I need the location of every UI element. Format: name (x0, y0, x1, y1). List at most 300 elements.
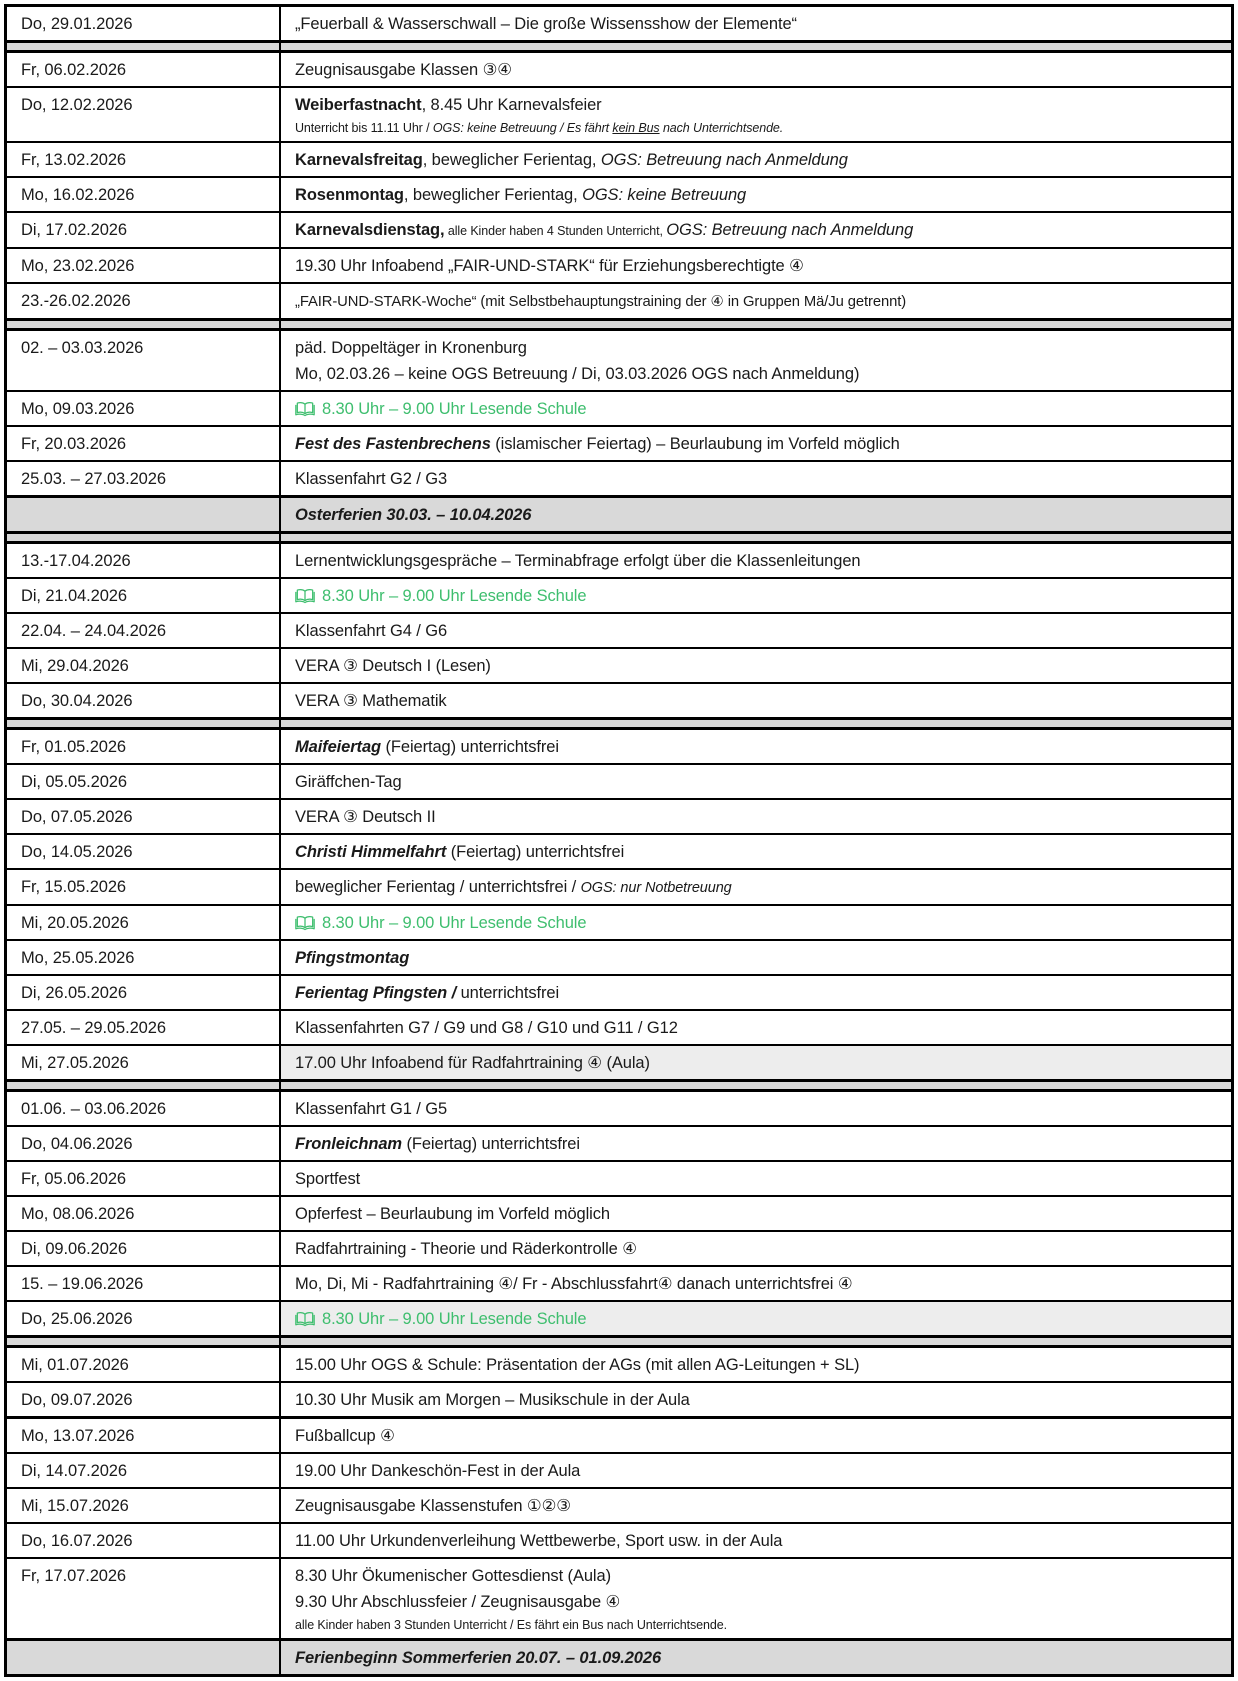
event-cell (280, 1418, 1233, 1454)
text-run: alle Kinder haben 3 Stunden Unterricht / Es fährt ein Bus nach Unterrichtsende. (295, 1617, 727, 1632)
event-cell (280, 905, 1233, 940)
event-line (295, 431, 1221, 457)
event-cell (280, 391, 1233, 426)
event-cell (280, 764, 1233, 799)
event-line (295, 1615, 1221, 1635)
date-cell (6, 1453, 281, 1488)
date-text: 01.06. – 03.06.2026 (21, 1099, 166, 1118)
date-cell (6, 905, 281, 940)
table-row (6, 6, 1233, 42)
text-run: unterrichtsfrei (460, 983, 560, 1002)
date-text: Fr, 13.02.2026 (21, 150, 127, 169)
text-run: 11.00 Uhr Urkundenverleihung Wettbewerbe, Sport usw. in der Aula (295, 1531, 783, 1550)
text-run: 17.00 Uhr Infoabend für Radfahrtraining ④ (Aula) (295, 1053, 650, 1072)
date-cell (6, 497, 281, 533)
table-row (6, 391, 1233, 426)
date-text: Di, 05.05.2026 (21, 772, 127, 791)
table-row (6, 1196, 1233, 1231)
table-row (6, 543, 1233, 579)
date-cell (6, 578, 281, 613)
text-run: Ferientag Pfingsten / (295, 983, 461, 1002)
event-cell (280, 212, 1233, 248)
text-run: Karnevalsdienstag, (295, 220, 445, 239)
event-line (295, 361, 1221, 387)
table-row (6, 1126, 1233, 1161)
event-cell (280, 834, 1233, 869)
date-text: Do, 25.06.2026 (21, 1309, 133, 1328)
table-row (6, 1453, 1233, 1488)
date-cell (6, 729, 281, 765)
date-text: Di, 21.04.2026 (21, 586, 127, 605)
event-line (295, 1236, 1221, 1262)
date-text: 02. – 03.03.2026 (21, 338, 144, 357)
text-run: (Feiertag) unterrichtsfrei (381, 737, 559, 756)
event-line (295, 1352, 1221, 1378)
event-cell (280, 869, 1233, 905)
text-run: 9.30 Uhr Abschlussfeier / Zeugnisausgabe ④ (295, 1592, 621, 1611)
event-line (295, 980, 1221, 1006)
date-cell (6, 543, 281, 579)
event-line (295, 57, 1221, 83)
table-row (6, 1347, 1233, 1383)
table-row (6, 869, 1233, 905)
separator-cell (6, 42, 281, 52)
text-run: Sportfest (295, 1169, 361, 1188)
date-cell (6, 648, 281, 683)
event-line (295, 1131, 1221, 1157)
date-cell (6, 764, 281, 799)
event-cell (280, 1045, 1233, 1081)
separator-cell (280, 533, 1233, 543)
date-text: 15. – 19.06.2026 (21, 1274, 144, 1293)
event-line (295, 583, 1221, 609)
separator-band (6, 1337, 1233, 1347)
date-text: Mo, 08.06.2026 (21, 1204, 135, 1223)
date-cell (6, 1045, 281, 1081)
table-row (6, 248, 1233, 283)
event-cell (280, 1091, 1233, 1127)
date-cell (6, 52, 281, 88)
table-row (6, 283, 1233, 320)
date-cell (6, 1161, 281, 1196)
date-cell (6, 1010, 281, 1045)
date-text: Di, 17.02.2026 (21, 220, 127, 239)
table-row (6, 142, 1233, 177)
event-line (295, 118, 1221, 138)
event-line (295, 1050, 1221, 1076)
table-row (6, 834, 1233, 869)
date-cell (6, 1301, 281, 1337)
event-cell (280, 461, 1233, 497)
event-cell (280, 1488, 1233, 1523)
event-line (295, 839, 1221, 865)
text-run: Klassenfahrt G4 / G6 (295, 621, 448, 640)
separator-cell (280, 320, 1233, 330)
text-run: beweglicher Ferientag / unterrichtsfrei / (295, 877, 581, 896)
event-line (295, 1493, 1221, 1519)
event-line (295, 1096, 1221, 1122)
event-line (295, 1201, 1221, 1227)
event-cell (280, 1347, 1233, 1383)
date-text: Mi, 29.04.2026 (21, 656, 129, 675)
event-cell (280, 426, 1233, 461)
text-run: , beweglicher Ferientag, (403, 185, 583, 204)
date-cell (6, 1523, 281, 1558)
separator-cell (6, 719, 281, 729)
date-text: Di, 09.06.2026 (21, 1239, 127, 1258)
date-text: Mi, 15.07.2026 (21, 1496, 129, 1515)
separator-cell (280, 1081, 1233, 1091)
date-text: Mi, 20.05.2026 (21, 913, 129, 932)
date-cell (6, 799, 281, 834)
event-line (295, 874, 1221, 901)
holiday-row (6, 1640, 1233, 1676)
table-row (6, 648, 1233, 683)
event-cell (280, 52, 1233, 88)
table-row (6, 177, 1233, 212)
event-cell (280, 578, 1233, 613)
table-row (6, 1010, 1233, 1045)
date-text: Do, 04.06.2026 (21, 1134, 133, 1153)
text-run: Opferfest – Beurlaubung im Vorfeld möglich (295, 1204, 610, 1223)
date-cell (6, 1558, 281, 1640)
table-row (6, 52, 1233, 88)
table-row (6, 1488, 1233, 1523)
event-cell (280, 248, 1233, 283)
event-line (295, 1458, 1221, 1484)
event-cell (280, 142, 1233, 177)
text-run: Maifeiertag (295, 737, 382, 756)
date-text: Fr, 05.06.2026 (21, 1169, 127, 1188)
text-run: 19.30 Uhr Infoabend „FAIR-UND-STARK“ für Erziehungsberechtigte ④ (295, 256, 804, 275)
text-run: OGS: keine Betreuung (582, 185, 747, 204)
event-cell (280, 497, 1233, 533)
event-line (295, 1528, 1221, 1554)
date-text: Di, 14.07.2026 (21, 1461, 127, 1480)
text-run: Rosenmontag (295, 185, 404, 204)
text-run: Klassenfahrt G1 / G5 (295, 1099, 448, 1118)
event-line (295, 1166, 1221, 1192)
event-line (295, 804, 1221, 830)
event-line (295, 1306, 1221, 1332)
table-row (6, 975, 1233, 1010)
date-cell (6, 248, 281, 283)
date-text: Di, 26.05.2026 (21, 983, 127, 1002)
event-cell (280, 648, 1233, 683)
text-run: (Feiertag) unterrichtsfrei (446, 842, 625, 861)
event-line (295, 1423, 1221, 1449)
date-text: Mi, 27.05.2026 (21, 1053, 129, 1072)
separator-cell (6, 1337, 281, 1347)
date-text: Fr, 06.02.2026 (21, 60, 127, 79)
event-cell (280, 940, 1233, 975)
date-text: Do, 29.01.2026 (21, 14, 133, 33)
event-line (295, 945, 1221, 971)
date-text: 23.-26.02.2026 (21, 291, 131, 310)
text-run: Unterricht bis 11.11 Uhr / (295, 120, 433, 135)
date-cell (6, 869, 281, 905)
date-cell (6, 142, 281, 177)
date-cell (6, 426, 281, 461)
event-line (295, 734, 1221, 760)
date-cell (6, 683, 281, 719)
text-run: VERA ③ Mathematik (295, 691, 447, 710)
event-cell (280, 1161, 1233, 1196)
separator-band (6, 719, 1233, 729)
event-line (295, 466, 1221, 492)
date-cell (6, 940, 281, 975)
event-cell (280, 1382, 1233, 1418)
event-line (295, 618, 1221, 644)
event-line (295, 147, 1221, 173)
text-run: Zeugnisausgabe Klassen ③④ (295, 60, 512, 79)
date-cell (6, 330, 281, 392)
date-text: Do, 16.07.2026 (21, 1531, 133, 1550)
event-line (295, 502, 1221, 528)
text-run: 8.30 Uhr – 9.00 Uhr Lesende Schule (322, 1309, 587, 1328)
text-run: Fußballcup ④ (295, 1426, 395, 1445)
date-cell (6, 1347, 281, 1383)
date-text: Mo, 23.02.2026 (21, 256, 135, 275)
separator-cell (280, 42, 1233, 52)
table-row (6, 87, 1233, 142)
text-run: Lernentwicklungsgespräche – Terminabfrage erfolgt über die Klassenleitungen (295, 551, 861, 570)
event-cell (280, 1640, 1233, 1676)
text-run: päd. Doppeltäger in Kronenburg (295, 338, 527, 357)
open-book-icon (295, 915, 315, 931)
text-run: Ferienbeginn Sommerferien 20.07. – 01.09.2026 (295, 1648, 662, 1667)
text-run: , 8.45 Uhr Karnevalsfeier (421, 95, 602, 114)
table-row (6, 1231, 1233, 1266)
text-run: Radfahrtraining - Theorie und Räderkontrolle ④ (295, 1239, 637, 1258)
event-line (295, 688, 1221, 714)
text-run: Fest des Fastenbrechens (295, 434, 491, 453)
date-text: Fr, 20.03.2026 (21, 434, 127, 453)
event-line (295, 253, 1221, 279)
date-text: Do, 14.05.2026 (21, 842, 133, 861)
date-text: Do, 30.04.2026 (21, 691, 133, 710)
text-run: Pfingstmontag (295, 948, 410, 967)
event-line (295, 548, 1221, 574)
event-cell (280, 1301, 1233, 1337)
table-row (6, 212, 1233, 248)
event-line (295, 653, 1221, 679)
table-row (6, 1301, 1233, 1337)
event-cell (280, 1453, 1233, 1488)
text-run: (islamischer Feiertag) – Beurlaubung im Vorfeld möglich (490, 434, 900, 453)
date-text: Mo, 13.07.2026 (21, 1426, 135, 1445)
separator-cell (280, 1337, 1233, 1347)
text-run: VERA ③ Deutsch II (295, 807, 436, 826)
text-run: Mo, 02.03.26 – keine OGS Betreuung / Di, 03.03.2026 OGS nach Anmeldung) (295, 364, 860, 383)
text-run: (Feiertag) unterrichtsfrei (402, 1134, 580, 1153)
separator-band (6, 1081, 1233, 1091)
date-text: 27.05. – 29.05.2026 (21, 1018, 166, 1037)
text-run: OGS: Betreuung nach Anmeldung (600, 150, 848, 169)
date-text: Do, 12.02.2026 (21, 95, 133, 114)
event-cell (280, 543, 1233, 579)
date-cell (6, 6, 281, 42)
text-run: OGS: Betreuung nach Anmeldung (666, 220, 914, 239)
date-text: Fr, 01.05.2026 (21, 737, 127, 756)
date-text: Mo, 25.05.2026 (21, 948, 135, 967)
event-line (295, 92, 1221, 118)
date-cell (6, 283, 281, 320)
text-run: Mo, Di, Mi - Radfahrtraining ④/ Fr - Abschlussfahrt④ danach unterrichtsfrei ④ (295, 1274, 853, 1293)
date-cell (6, 613, 281, 648)
event-cell (280, 729, 1233, 765)
event-cell (280, 799, 1233, 834)
text-run: OGS: nur Notbetreuung (580, 879, 732, 896)
text-run: Weiberfastnacht (295, 95, 422, 114)
date-text: Mi, 01.07.2026 (21, 1355, 129, 1374)
text-run: 8.30 Uhr Ökumenischer Gottesdienst (Aula) (295, 1566, 611, 1585)
table-row (6, 613, 1233, 648)
event-cell (280, 613, 1233, 648)
event-cell (280, 975, 1233, 1010)
open-book-icon (295, 588, 315, 604)
event-line (295, 396, 1221, 422)
table-row (6, 330, 1233, 392)
table-row (6, 1382, 1233, 1418)
separator-band (6, 320, 1233, 330)
event-cell (280, 1558, 1233, 1640)
event-line (295, 1387, 1221, 1413)
date-cell (6, 1091, 281, 1127)
holiday-row (6, 497, 1233, 533)
event-cell (280, 683, 1233, 719)
text-run: Klassenfahrten G7 / G9 und G8 / G10 und G11 / G12 (295, 1018, 678, 1037)
date-cell (6, 87, 281, 142)
text-run: „Feuerball & Wasserschwall – Die große Wissensshow der Elemente“ (295, 14, 797, 33)
table-row (6, 1161, 1233, 1196)
event-line (295, 1563, 1221, 1589)
text-run: 8.30 Uhr – 9.00 Uhr Lesende Schule (322, 586, 587, 605)
event-line (295, 769, 1221, 795)
date-cell (6, 834, 281, 869)
event-line (295, 335, 1221, 361)
date-cell (6, 1382, 281, 1418)
text-run: „FAIR-UND-STARK-Woche“ (mit Selbstbehauptungstraining der ④ in Gruppen Mä/Ju getrennt) (295, 293, 907, 310)
table-row (6, 905, 1233, 940)
event-cell (280, 1523, 1233, 1558)
event-line (295, 1271, 1221, 1297)
table-row (6, 426, 1233, 461)
event-cell (280, 87, 1233, 142)
table-row (6, 578, 1233, 613)
table-row (6, 799, 1233, 834)
event-cell (280, 1231, 1233, 1266)
date-text: Fr, 17.07.2026 (21, 1566, 127, 1585)
separator-band (6, 533, 1233, 543)
text-run: 10.30 Uhr Musik am Morgen – Musikschule in der Aula (295, 1390, 690, 1409)
text-run: Karnevalsfreitag (295, 150, 423, 169)
date-cell (6, 1488, 281, 1523)
date-text: 22.04. – 24.04.2026 (21, 621, 166, 640)
date-cell (6, 1126, 281, 1161)
table-row (6, 1523, 1233, 1558)
separator-band (6, 42, 1233, 52)
table-row (6, 461, 1233, 497)
date-text: 13.-17.04.2026 (21, 551, 131, 570)
separator-cell (6, 320, 281, 330)
table-row (6, 683, 1233, 719)
date-text: 25.03. – 27.03.2026 (21, 469, 166, 488)
event-line (295, 910, 1221, 936)
text-run: 15.00 Uhr OGS & Schule: Präsentation der AGs (mit allen AG-Leitungen + SL) (295, 1355, 860, 1374)
event-line (295, 217, 1221, 244)
date-cell (6, 1196, 281, 1231)
text-run: 19.00 Uhr Dankeschön-Fest in der Aula (295, 1461, 581, 1480)
open-book-icon (295, 1311, 315, 1327)
open-book-icon (295, 401, 315, 417)
date-cell (6, 212, 281, 248)
date-text: Mo, 16.02.2026 (21, 185, 135, 204)
date-cell (6, 1418, 281, 1454)
text-run: Fronleichnam (295, 1134, 402, 1153)
date-cell (6, 1231, 281, 1266)
table-row (6, 940, 1233, 975)
table-row (6, 1266, 1233, 1301)
text-run: Giräffchen-Tag (295, 772, 402, 791)
date-cell (6, 975, 281, 1010)
event-line (295, 1589, 1221, 1615)
event-line (295, 11, 1221, 37)
schedule-table (4, 4, 1234, 1677)
event-cell (280, 1266, 1233, 1301)
date-text: Mo, 09.03.2026 (21, 399, 135, 418)
date-cell (6, 461, 281, 497)
text-run: 8.30 Uhr – 9.00 Uhr Lesende Schule (322, 913, 587, 932)
date-text: Do, 07.05.2026 (21, 807, 133, 826)
event-cell (280, 283, 1233, 320)
event-cell (280, 330, 1233, 392)
event-line (295, 182, 1221, 208)
text-run: nach Unterrichtsende. (659, 120, 784, 135)
date-cell (6, 177, 281, 212)
date-text: Fr, 15.05.2026 (21, 877, 127, 896)
table-row (6, 1558, 1233, 1640)
text-run: kein Bus (612, 120, 660, 135)
event-line (295, 1015, 1221, 1041)
text-run: Klassenfahrt G2 / G3 (295, 469, 448, 488)
table-row (6, 729, 1233, 765)
table-row (6, 1091, 1233, 1127)
event-line (295, 1645, 1221, 1671)
text-run: , beweglicher Ferientag, (422, 150, 601, 169)
separator-cell (280, 719, 1233, 729)
text-run: Christi Himmelfahrt (295, 842, 447, 861)
text-run: OGS: keine Betreuung / Es fährt (432, 120, 613, 135)
date-cell (6, 1640, 281, 1676)
event-line (295, 288, 1221, 315)
event-cell (280, 1196, 1233, 1231)
date-cell (6, 1266, 281, 1301)
date-cell (6, 391, 281, 426)
text-run: Osterferien 30.03. – 10.04.2026 (295, 505, 532, 524)
table-row (6, 1418, 1233, 1454)
event-cell (280, 1126, 1233, 1161)
event-cell (280, 1010, 1233, 1045)
table-row (6, 764, 1233, 799)
table-row (6, 1045, 1233, 1081)
event-cell (280, 6, 1233, 42)
text-run: Zeugnisausgabe Klassenstufen ①②③ (295, 1496, 572, 1515)
separator-cell (6, 533, 281, 543)
text-run: 8.30 Uhr – 9.00 Uhr Lesende Schule (322, 399, 587, 418)
event-cell (280, 177, 1233, 212)
text-run: alle Kinder haben 4 Stunden Unterricht, (444, 223, 667, 238)
